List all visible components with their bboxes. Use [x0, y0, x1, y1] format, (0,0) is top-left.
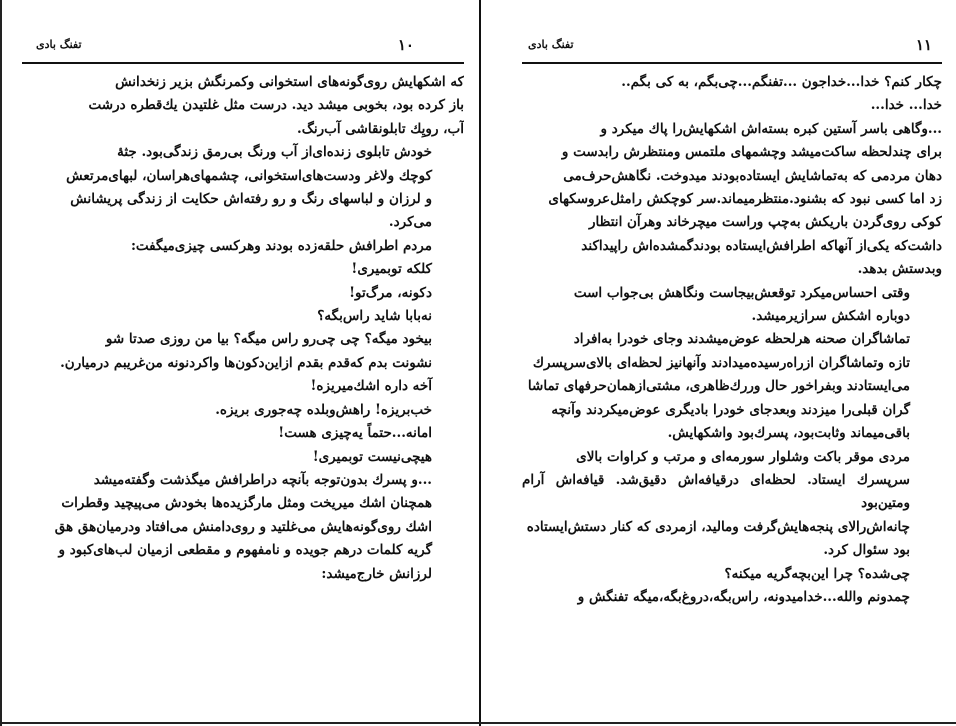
page-edge-line	[0, 0, 2, 726]
paragraph: چی‌شده؟ چرا این‌بچه‌گریه میکنه؟	[724, 565, 910, 582]
paragraph: نه‌بابا شاید راس‌بگه؟	[317, 308, 432, 325]
paragraph: مردی موقر باکت وشلوار سورمه‌ای و مرتب و کراوات بالای سرپسرك ایستاد. لحظه‌ای درقیافه‌اش دقیق‌شد. قیافه‌اش آرام ومتین‌بود چانه‌اش‌رالای پنجه‌هایش‌گرفت وماليد، ازمردی که کنار دستش‌ایستاده بود سئوال کرد.	[522, 448, 910, 559]
right-page	[522, 0, 942, 720]
left-page	[22, 0, 464, 720]
paragraph: امانه...حتماً یه‌چیزی هست!	[278, 425, 432, 442]
paragraph: خب‌بریزه! راهش‌وبلده چه‌جوری بریزه.	[215, 401, 432, 418]
book-title: تفنگ بادی	[528, 38, 574, 51]
paragraph: هیچی‌نیست توبمیری!	[312, 448, 432, 465]
paragraph: ...وگاهی باسر آستین کبره بسته‌اش اشکهایش‌را پاك میکرد و برای چندلحظه ساکت‌میشد وچشمهای ملتمس ومنتظرش رابدست و دهان مردمی که به‌تماشایش ایستاده‌بودند میدوخت. نگاهش‌حرف‌می‌ زد اما کسی نبود که بشنود.منتظرمیماند.سر کوچکش رامثل‌عروسکهای کوکی روی‌گردن باریکش به‌چپ وراست میچرخاند وهرآن انتظار داشت‌که یکی‌از آنهاکه اطرافش‌ایستاده بودند‌گمشده‌اش راپیداکند وبدستش بدهد.	[548, 120, 942, 278]
paragraph: وقتی احساس‌میکرد توقعش‌بیجاست ونگاهش بی‌جواب است دوباره اشکش سرازیرمیشد.	[573, 284, 910, 325]
running-header	[22, 36, 464, 60]
bottom-edge-line	[0, 722, 956, 724]
paragraph: ...و پسرك بدون‌توجه بآنچه دراطرافش میگذشت وگفته‌میشد همچنان اشك میریخت ومثل مارگزیده‌ها بخودش می‌پیچید وقطرات اشك روی‌گونه‌هایش می‌غلتید و روی‌دامنش می‌افتاد ودرمیان‌هق هق گریه کلمات درهم جویده و نامفهوم و مقطعی ازمیان لب‌های‌کبود و لرزانش خارج‌میشد:	[54, 471, 432, 582]
paragraph: تماشاگران صحنه هرلحظه عوض‌میشدند وجای خودرا به‌افراد تازه وتماشاگران ازراه‌رسیده‌میدادند وآنهانیز لحظه‌ای بالای‌سرپسرك می‌ایستادند وبفراخور حال وررك‌ظاهری، مشتی‌ازهمان‌حرفهای تماشا‌ گران قبلی‌را میزدند وبعدجای خودرا بادیگری عوض‌میکردند وآنچه باقی‌میماند وثابت‌بود، پسرك‌بود واشکهایش.	[527, 331, 910, 442]
page-number: ۱۱	[915, 36, 932, 54]
page-gutter	[479, 0, 481, 726]
page-body	[522, 71, 942, 609]
header-rule	[522, 62, 942, 64]
header-rule	[22, 62, 464, 64]
paragraph: چکار کنم؟ خدا...خداجون ...تفنگم...چی‌بگم، به کی بگم..	[621, 74, 942, 90]
paragraph: که اشکهایش روی‌گونه‌های استخوانی وکمرنگش بزیر زنخدانش باز کرده بود، بخوبی میشد دید. درست مثل غلتیدن یك‌قطره درشت آب، رویِك تابلونقاشی آب‌رنگ.	[88, 74, 464, 137]
page-body	[22, 71, 464, 586]
paragraph: خودش تابلوی زنده‌ای‌از آب ورنگ بی‌رمق زندگی‌بود. جثهٔ کوچك ولاغر ودست‌های‌استخوانی، چشمهای‌هراسان، لبهای‌مرتعش و لرزان و لباسهای رنگ و رو رفته‌اش حکایت از زندگی پریشانش می‌کرد.	[66, 144, 432, 231]
paragraph: آخه داره اشك‌میریزه!	[310, 378, 432, 395]
running-header	[522, 36, 942, 60]
paragraph: کلکه توبمیری!	[351, 261, 432, 278]
paragraph: بیخود میگه؟ چی چی‌رو راس میگه؟ بیا من روزی صدتا شو نشونت بدم که‌قدم بقدم ازاین‌دکون‌ها واکردنونه من‌غریبم درمیارن.	[60, 331, 432, 371]
book-title: تفنگ بادی	[36, 38, 82, 51]
paragraph: دکونه، مرگ‌تو!	[349, 284, 432, 301]
page-number: ۱۰	[397, 36, 414, 54]
paragraph: مردم اطرافش حلقه‌زده بودند وهرکسی چیزی‌میگفت:	[130, 237, 432, 254]
paragraph: چمدونم والله...خدامیدونه، راس‌بگه،دروغ‌بگه،میگه تفنگش و	[577, 588, 910, 605]
paragraph: خدا... خدا...	[870, 97, 942, 114]
